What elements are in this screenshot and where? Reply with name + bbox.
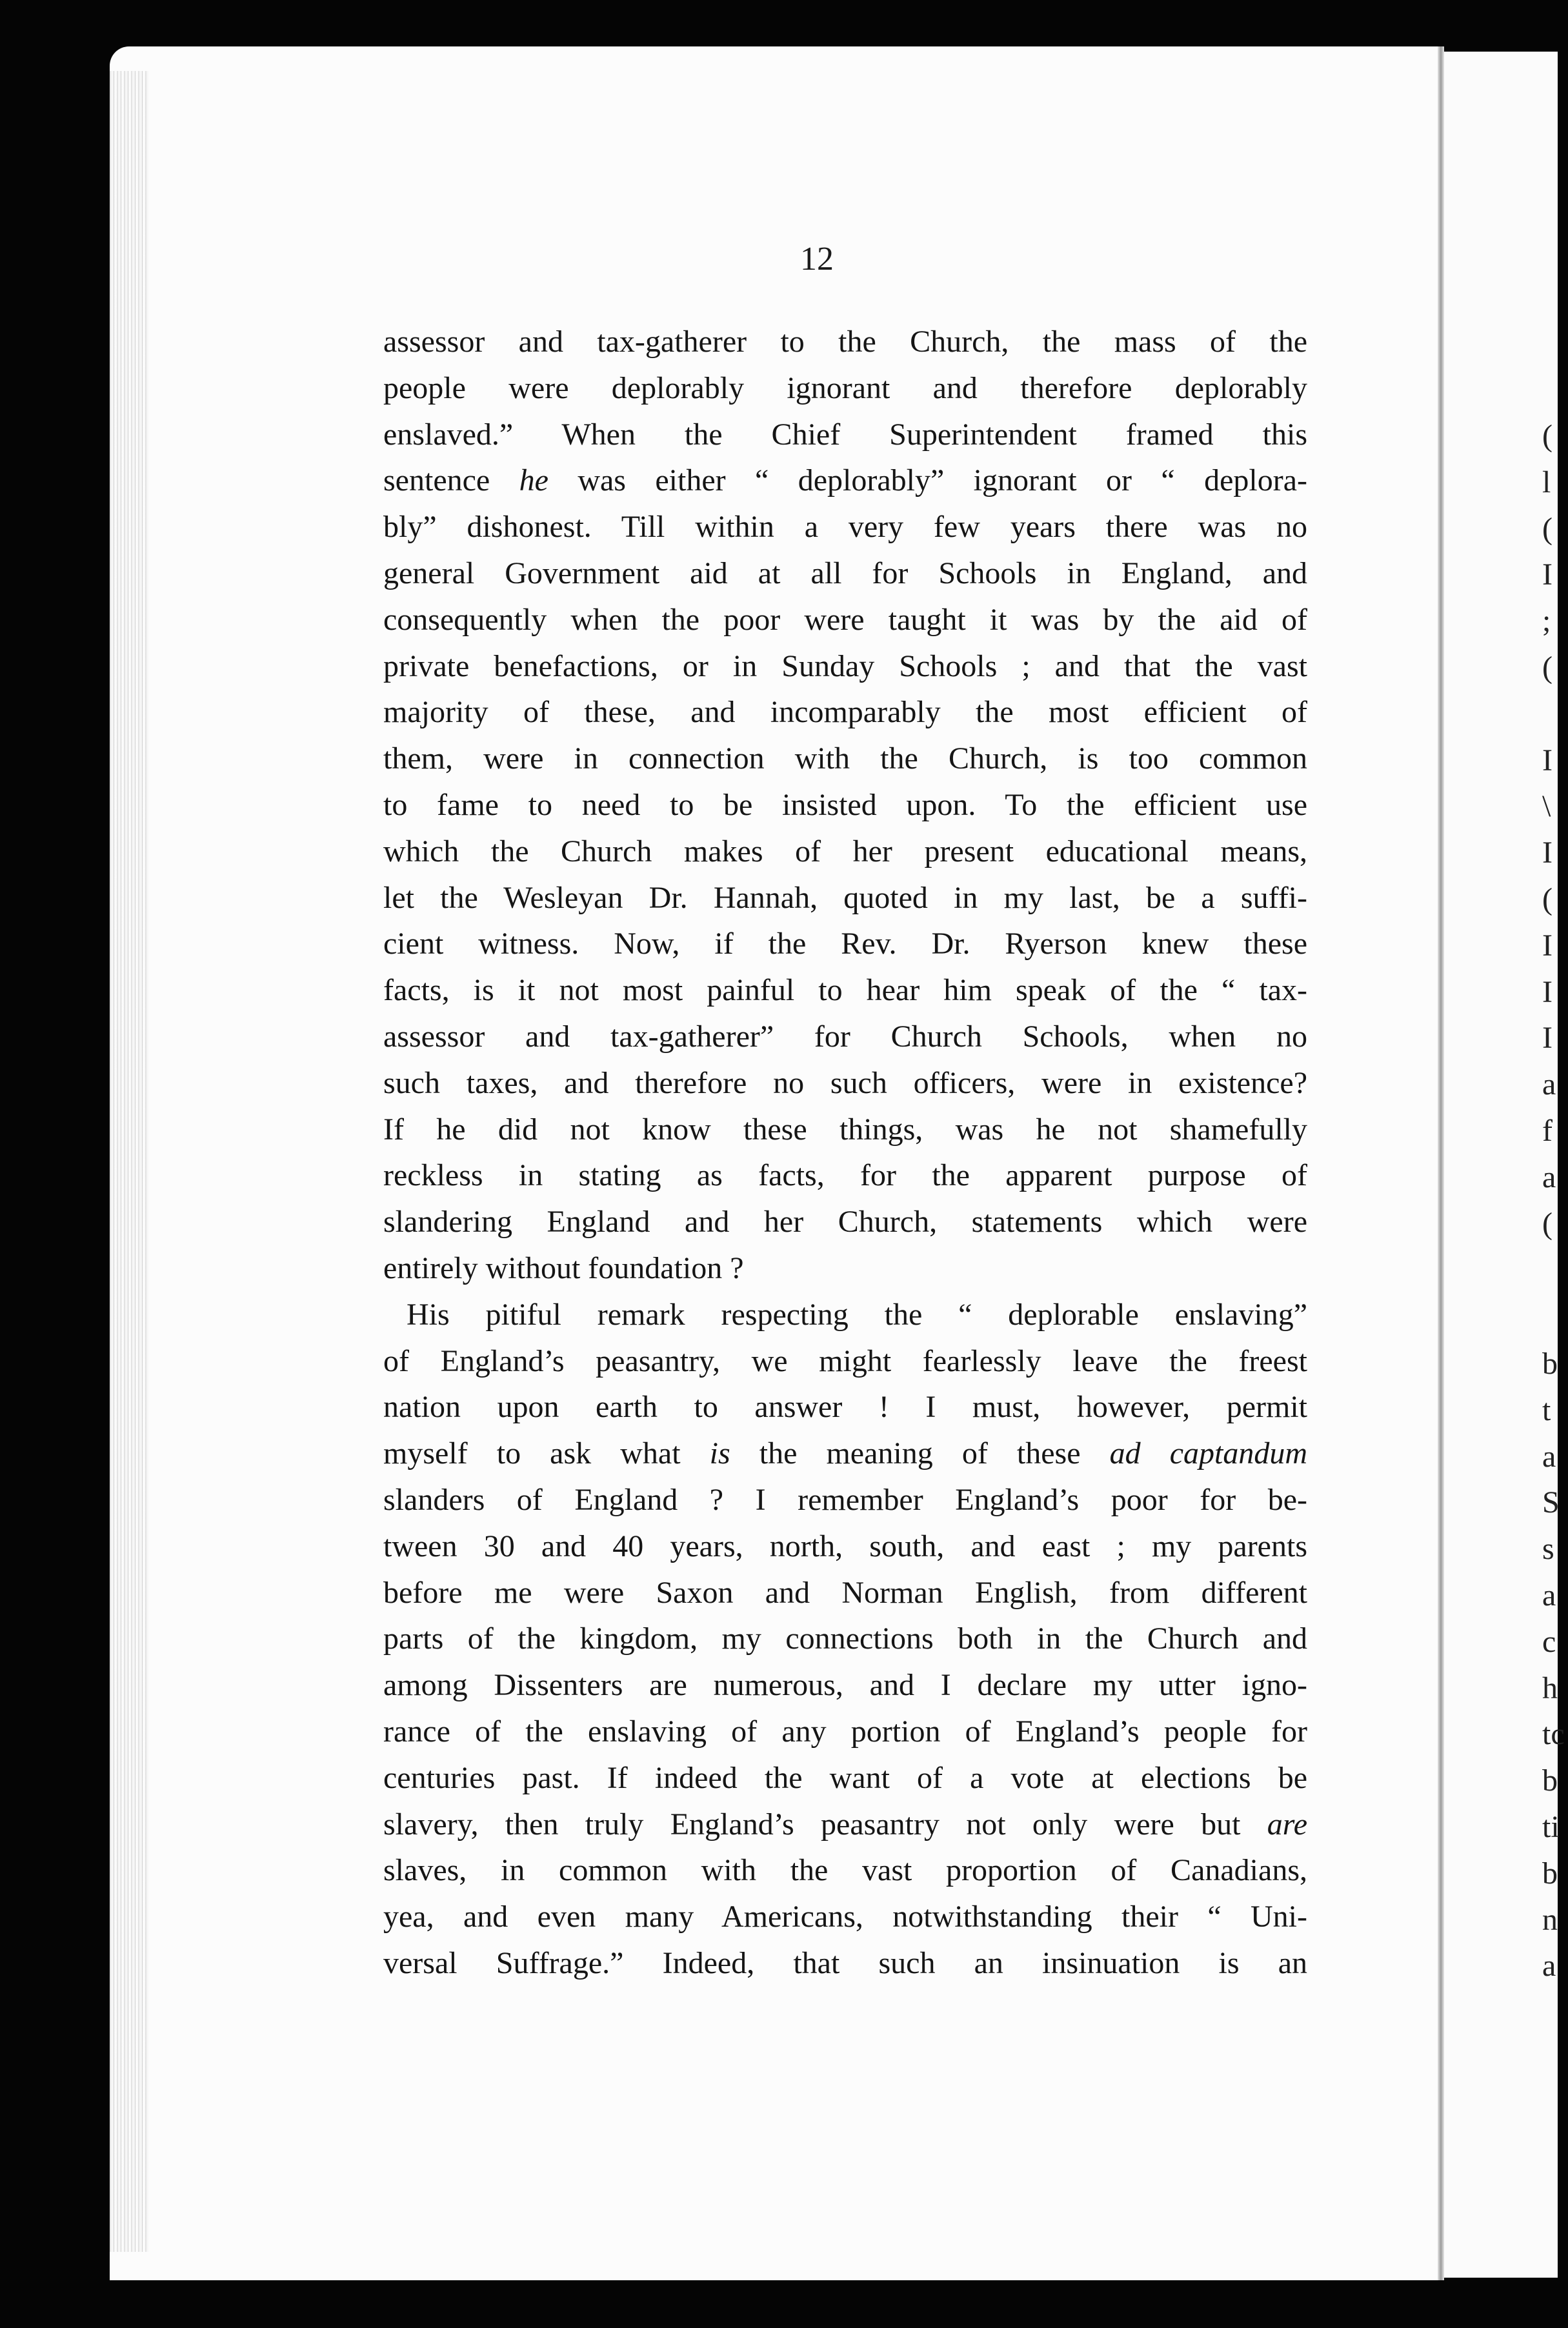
text-line xyxy=(383,1523,1307,1570)
right-page-fragment: h xyxy=(1542,1671,1558,1705)
text-line xyxy=(383,1894,1307,1940)
text-line xyxy=(383,1430,1307,1477)
text-line xyxy=(383,1292,1307,1338)
right-page-fragment: ( xyxy=(1542,881,1553,916)
text-line xyxy=(383,597,1307,643)
text-segment: general Government aid at all for Schools in England, and xyxy=(383,556,1307,590)
right-page-fragment xyxy=(1542,691,1568,738)
text-line xyxy=(383,875,1307,921)
right-page-fragment: l xyxy=(1542,465,1551,499)
right-page-fragment: s xyxy=(1542,1532,1554,1567)
text-line xyxy=(383,550,1307,597)
italic-text: he xyxy=(519,463,548,498)
text-segment: to fame to need to be insisted upon. To the efficient use xyxy=(383,787,1307,822)
right-page-fragment: ( xyxy=(1542,1206,1553,1241)
text-segment: majority of these, and incomparably the most efficient of xyxy=(383,695,1307,730)
right-page-fragment: a xyxy=(1542,1578,1556,1612)
right-page-fragment: \ xyxy=(1542,789,1551,824)
right-page-fragment: I xyxy=(1542,557,1553,592)
right-page-fragment: b xyxy=(1542,1856,1558,1891)
text-segment: enslaved.” When the Chief Superintendent framed this xyxy=(383,417,1307,452)
right-page-fragment: S xyxy=(1542,1485,1560,1520)
text-segment: tween 30 and 40 years, north, south, and east ; my parents xyxy=(383,1529,1307,1563)
text-line xyxy=(383,1801,1307,1848)
text-segment: private benefactions, or in Sunday Schools ; and that the vast xyxy=(383,648,1307,683)
page-number: 12 xyxy=(800,241,834,277)
text-segment: them, were in connection with the Church, is too common xyxy=(383,741,1307,776)
body-text xyxy=(383,319,1307,1987)
text-line xyxy=(383,1338,1307,1385)
right-page-fragment: a xyxy=(1542,1949,1556,1983)
right-page-fragment: I xyxy=(1542,974,1553,1009)
text-line xyxy=(383,689,1307,736)
text-segment: sentence xyxy=(383,463,519,498)
text-segment: such taxes, and therefore no such officers, were in existence? xyxy=(383,1065,1307,1100)
text-line xyxy=(383,504,1307,550)
text-line xyxy=(383,1662,1307,1709)
text-line xyxy=(383,1847,1307,1894)
text-line xyxy=(383,319,1307,365)
italic-text: ad captandum xyxy=(1109,1436,1308,1471)
right-page-fragment: a xyxy=(1542,1439,1556,1474)
right-page-fragment: I xyxy=(1542,1021,1553,1056)
text-line xyxy=(383,782,1307,828)
text-line xyxy=(383,921,1307,967)
text-segment: His pitiful remark respecting the “ deplorable enslaving” xyxy=(407,1297,1307,1332)
text-line xyxy=(383,457,1307,504)
text-line xyxy=(383,1060,1307,1107)
right-page-fragments-bottom xyxy=(1542,1341,1568,1989)
text-segment: assessor and tax-gatherer to the Church, the mass of the xyxy=(383,325,1307,359)
text-segment: people were deplorably ignorant and therefore deplorably xyxy=(383,370,1307,405)
right-page-fragment: a xyxy=(1542,1159,1556,1194)
right-page-fragment: t xyxy=(1542,1392,1551,1427)
text-segment: slavery, then truly England’s peasantry not only were but xyxy=(383,1807,1267,1841)
text-line xyxy=(383,1152,1307,1199)
text-segment: before me were Saxon and Norman English, from different xyxy=(383,1575,1307,1610)
text-segment: reckless in stating as facts, for the apparent purpose of xyxy=(383,1158,1307,1193)
text-segment: rance of the enslaving of any portion of England’s people for xyxy=(383,1714,1307,1749)
right-page xyxy=(1444,52,1558,2278)
right-page-fragment: I xyxy=(1542,928,1553,963)
text-line xyxy=(383,1245,1307,1292)
text-segment: among Dissenters are numerous, and I declare my utter igno- xyxy=(383,1668,1307,1703)
text-segment: the meaning of these xyxy=(730,1436,1110,1471)
text-line xyxy=(383,365,1307,412)
right-page-fragment: tc xyxy=(1542,1717,1565,1752)
text-segment: bly” dishonest. Till within a very few years there was no xyxy=(383,510,1307,545)
text-line xyxy=(383,1107,1307,1153)
text-segment: of England’s peasantry, we might fearlessly leave the freest xyxy=(383,1343,1307,1378)
page-edges xyxy=(110,71,148,2252)
text-line xyxy=(383,1570,1307,1616)
text-segment: entirely without foundation ? xyxy=(383,1250,744,1285)
text-line xyxy=(383,643,1307,690)
right-page-fragment: c xyxy=(1542,1624,1556,1659)
right-page-fragment: ; xyxy=(1542,604,1551,639)
right-page-fragment: n xyxy=(1542,1902,1558,1937)
text-line xyxy=(383,1709,1307,1755)
text-line xyxy=(383,1755,1307,1801)
text-segment: versal Suffrage.” Indeed, that such an insinuation is an xyxy=(383,1945,1307,1980)
text-segment: assessor and tax-gatherer” for Church Schools, when no xyxy=(383,1019,1307,1054)
text-line xyxy=(383,1199,1307,1245)
right-page-fragment: b xyxy=(1542,1763,1558,1798)
text-line xyxy=(383,1384,1307,1430)
italic-text: are xyxy=(1267,1807,1307,1841)
text-segment: was either “ deplorably” ignorant or “ deplora- xyxy=(548,463,1308,498)
right-page-fragment: ( xyxy=(1542,511,1553,546)
text-line xyxy=(383,967,1307,1014)
italic-text: is xyxy=(709,1436,730,1471)
text-segment: nation upon earth to answer ! I must, however, permit xyxy=(383,1390,1307,1425)
text-segment: facts, is it not most painful to hear him speak of the “ tax- xyxy=(383,973,1307,1008)
text-line xyxy=(383,828,1307,875)
text-line xyxy=(383,736,1307,782)
text-segment: If he did not know these things, was he not shamefully xyxy=(383,1112,1307,1147)
text-segment: centuries past. If indeed the want of a vote at elections be xyxy=(383,1760,1307,1795)
text-line xyxy=(383,1014,1307,1060)
book-gutter xyxy=(1438,46,1444,2280)
text-segment: slanders of England ? I remember England’s poor for be- xyxy=(383,1482,1307,1517)
right-page-fragment: f xyxy=(1542,1113,1553,1148)
text-line xyxy=(383,1477,1307,1523)
text-segment: which the Church makes of her present educational means, xyxy=(383,834,1307,868)
right-page-fragment: ti xyxy=(1542,1809,1560,1844)
right-page-fragment: I xyxy=(1542,836,1553,870)
text-segment: slandering England and her Church, statements which were xyxy=(383,1205,1307,1239)
text-segment: slaves, in common with the vast proportion of Canadians, xyxy=(383,1853,1307,1888)
text-line xyxy=(383,1940,1307,1987)
right-page-fragment: I xyxy=(1542,743,1553,778)
text-segment: cient witness. Now, if the Rev. Dr. Ryerson knew these xyxy=(383,927,1307,961)
text-line xyxy=(383,412,1307,458)
text-segment: parts of the kingdom, my connections both in the Church and xyxy=(383,1621,1307,1656)
text-segment: let the Wesleyan Dr. Hannah, quoted in my last, be a suffi- xyxy=(383,880,1307,915)
right-page-fragments-top xyxy=(1542,413,1568,1247)
text-segment: myself to ask what xyxy=(383,1436,710,1471)
right-page-fragment: a xyxy=(1542,1067,1556,1102)
text-segment: yea, and even many Americans, notwithstanding their “ Uni- xyxy=(383,1900,1307,1934)
right-page-fragment: ( xyxy=(1542,419,1553,453)
right-page-fragment: b xyxy=(1542,1347,1558,1381)
text-segment: consequently when the poor were taught it was by the aid of xyxy=(383,602,1307,637)
text-line xyxy=(383,1616,1307,1662)
right-page-fragment: ( xyxy=(1542,650,1553,685)
